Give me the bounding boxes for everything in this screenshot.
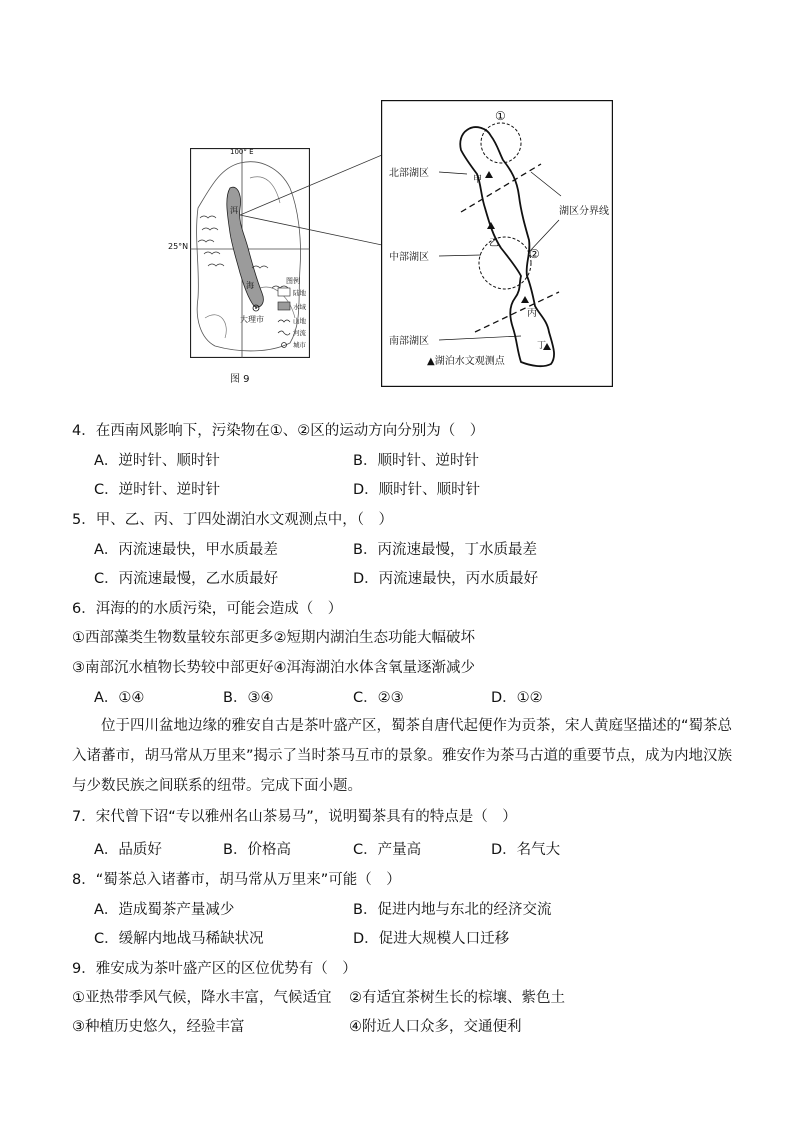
question-8-option-c[interactable]: C．缓解内地战马稀缺状况	[94, 931, 264, 947]
boundary-label: 湖区分界线	[559, 206, 609, 217]
question-9-statement-2: ②有适宜茶树生长的棕壤、紫色土	[349, 990, 565, 1006]
passage-text: 位于四川盆地边缘的雅安自古是茶叶盛产区，蜀茶自唐代起便作为贡茶，宋人黄庭坚描述的“蜀茶总入诸蕃市，胡马常从万里来”揭示了当时茶马互市的景象。雅安作为茶马古道的重要节点，成为内地汉族与少数民族之间联系的纽带。完成下面小题。	[72, 718, 733, 794]
question-7-stem: 7．宋代曾下诏“专以雅州名山茶易马”，说明蜀茶具有的特点是（ ）	[72, 809, 517, 825]
question-5-option-c[interactable]: C．丙流速最慢，乙水质最好	[94, 571, 279, 587]
legend-label-city: 城市	[293, 341, 306, 349]
detail-map	[381, 100, 613, 387]
question-8-option-d[interactable]: D．促进大规模人口迁移	[353, 931, 510, 947]
question-9-statement-4: ④附近人口众多，交通便利	[349, 1019, 522, 1035]
question-9-statement-1: ①亚热带季风气候，降水丰富，气候适宜	[72, 990, 332, 1006]
question-4-option-d[interactable]: D．顺时针、顺时针	[353, 482, 481, 498]
city-label: 大理市	[240, 315, 264, 324]
station-bing-label: 丙	[527, 308, 537, 319]
station-ding-label: 丁	[537, 341, 547, 351]
question-4-stem: 4．在西南风影响下，污染物在①、②区的运动方向分别为（ ）	[72, 423, 485, 439]
latitude-label: 25°N	[168, 242, 189, 251]
station-legend: ▲湖泊水文观测点	[427, 356, 505, 367]
region-2-label: ②	[529, 247, 540, 261]
question-4-option-a[interactable]: A．逆时针、顺时针	[94, 453, 220, 469]
lake-name-bottom: 海	[246, 281, 254, 290]
question-8-option-b[interactable]: B．促进内地与东北的经济交流	[353, 902, 552, 918]
legend-title: 图例	[286, 277, 300, 285]
question-5-option-a[interactable]: A．丙流速最快，甲水质最差	[94, 542, 278, 558]
question-5-option-d[interactable]: D．丙流速最快，丙水质最好	[353, 571, 539, 587]
question-7-option-a[interactable]: A．品质好	[94, 842, 162, 858]
map-connector-lines	[240, 100, 385, 260]
legend-label-river: 河流	[293, 329, 306, 337]
question-7-option-d[interactable]: D．名气大	[491, 842, 561, 858]
question-6-statements-2: ③南部沉水植物长势较中部更好④洱海湖泊水体含氧量逐渐减少	[72, 660, 475, 676]
question-7-option-c[interactable]: C．产量高	[353, 842, 422, 858]
question-5-stem: 5．甲、乙、丙、丁四处湖泊水文观测点中，（ ）	[72, 512, 393, 528]
question-6-option-d[interactable]: D．①②	[491, 690, 543, 706]
question-7-option-b[interactable]: B．价格高	[223, 842, 291, 858]
south-area-label: 南部湖区	[389, 336, 429, 347]
question-9-stem: 9．雅安成为茶叶盛产区的区位优势有（ ）	[72, 961, 357, 977]
middle-area-label: 中部湖区	[389, 252, 429, 263]
longitude-label: 100° E	[230, 148, 254, 156]
question-4-option-b[interactable]: B．顺时针、逆时针	[353, 453, 479, 469]
legend-water-swatch	[278, 302, 290, 310]
question-5-option-b[interactable]: B．丙流速最慢，丁水质最差	[353, 542, 537, 558]
region-1-label: ①	[495, 109, 506, 123]
legend-land-swatch	[278, 288, 290, 296]
question-4-option-c[interactable]: C．逆时针、逆时针	[94, 482, 221, 498]
question-6-option-a[interactable]: A．①④	[94, 690, 145, 706]
question-8-option-a[interactable]: A．造成蜀茶产量减少	[94, 902, 235, 918]
north-area-label: 北部湖区	[389, 168, 429, 179]
station-jia-label: 甲	[473, 175, 483, 185]
question-6-option-c[interactable]: C．②③	[353, 690, 404, 706]
lake-name-top: 洱	[230, 206, 238, 215]
question-8-stem: 8．“蜀茶总入诸蕃市，胡马常从万里来”可能（ ）	[72, 872, 401, 888]
legend-label-mountain: 山地	[293, 317, 306, 325]
question-6-stem: 6．洱海的的水质污染，可能会造成（ ）	[72, 601, 343, 617]
legend-label-land: 陆地	[293, 289, 306, 297]
passage	[72, 711, 732, 801]
question-6-statements-1: ①西部藻类生物数量较东部更多②短期内湖泊生态功能大幅破坏	[72, 630, 475, 646]
station-yi-label: 乙	[489, 238, 499, 249]
figure-caption: 图 9	[230, 374, 250, 385]
legend-label-water: 水域	[293, 303, 306, 311]
question-9-statement-3: ③种植历史悠久，经验丰富	[72, 1019, 245, 1035]
question-6-option-b[interactable]: B．③④	[223, 690, 274, 706]
